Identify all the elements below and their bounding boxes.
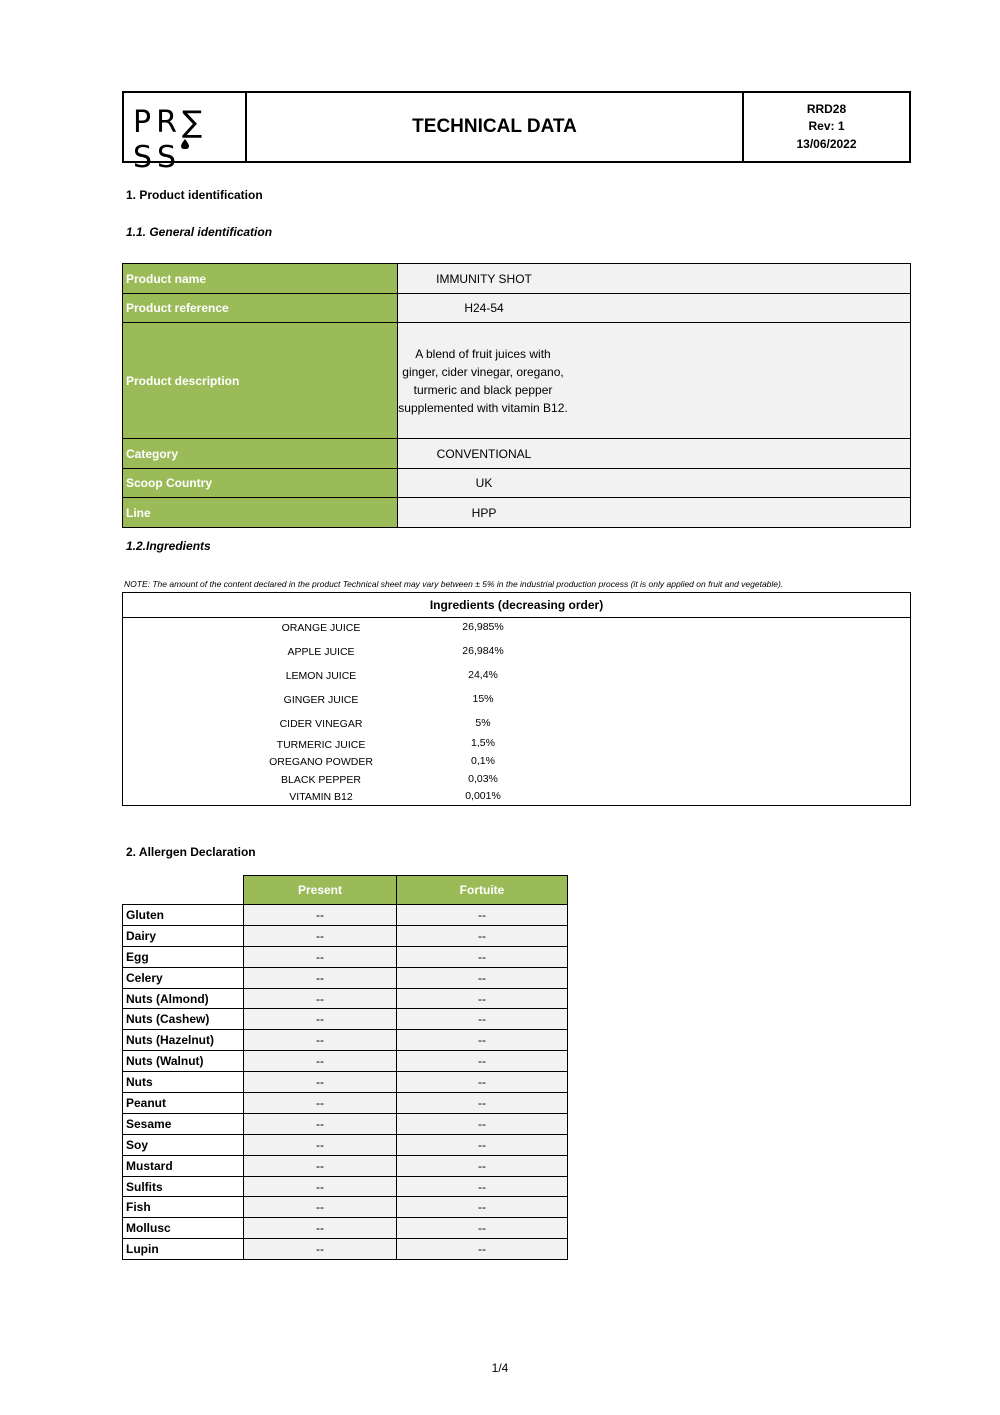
allergen-name: Mustard — [123, 1155, 244, 1176]
allergen-row — [123, 1030, 568, 1051]
ingredient-value: 24,4% — [468, 669, 498, 681]
allergen-fortuite: -- — [397, 967, 568, 988]
allergen-present: -- — [244, 1134, 397, 1155]
allergen-row — [123, 1051, 568, 1072]
allergen-present: -- — [244, 1113, 397, 1134]
allergen-present: -- — [244, 1030, 397, 1051]
allergen-name: Nuts (Cashew) — [123, 1009, 244, 1030]
allergen-row — [123, 967, 568, 988]
allergen-name: Lupin — [123, 1239, 244, 1260]
allergen-present: -- — [244, 946, 397, 967]
id-label: Product reference — [123, 294, 398, 323]
ingredient-value: 1,5% — [471, 737, 495, 749]
allergen-row — [123, 1009, 568, 1030]
ingredient-value: 15% — [472, 693, 494, 705]
ingredient-name: APPLE JUICE — [287, 646, 355, 658]
allergen-fortuite: -- — [397, 1134, 568, 1155]
allergen-name: Sulfits — [123, 1176, 244, 1197]
allergen-row — [123, 1134, 568, 1155]
ingredient-name: GINGER JUICE — [283, 694, 359, 706]
allergen-present: -- — [244, 1155, 397, 1176]
ingredient-value: 5% — [475, 717, 491, 729]
ingredient-name: VITAMIN B12 — [289, 791, 353, 803]
allergen-present: -- — [244, 1072, 397, 1093]
allergen-name: Nuts (Walnut) — [123, 1051, 244, 1072]
id-row-product-reference — [123, 294, 911, 323]
allergen-row — [123, 925, 568, 946]
id-row-product-description — [123, 323, 911, 439]
allergen-name: Sesame — [123, 1113, 244, 1134]
allergen-fortuite: -- — [397, 905, 568, 926]
id-value: H24-54 — [464, 301, 504, 315]
allergen-name: Nuts (Almond) — [123, 988, 244, 1009]
subsection-general-identification: 1.1. General identification — [126, 225, 273, 239]
identification-table — [122, 263, 911, 528]
ingredient-name: CIDER VINEGAR — [279, 718, 363, 730]
allergen-row — [123, 988, 568, 1009]
ingredient-value: 0,001% — [465, 790, 501, 802]
allergen-fortuite: -- — [397, 1176, 568, 1197]
allergen-present: -- — [244, 1176, 397, 1197]
document-date: 13/06/2022 — [796, 136, 857, 151]
allergen-present: -- — [244, 1239, 397, 1260]
allergen-fortuite: -- — [397, 925, 568, 946]
ingredients-table — [122, 592, 911, 806]
ingredient-value: 0,03% — [468, 773, 498, 785]
allergen-row — [123, 1072, 568, 1093]
document-code: RRD28 — [806, 101, 847, 116]
id-value: IMMUNITY SHOT — [436, 271, 532, 286]
allergen-present: -- — [244, 967, 397, 988]
ingredient-name: ORANGE JUICE — [281, 622, 361, 634]
allergen-fortuite: -- — [397, 1197, 568, 1218]
ingredients-header: Ingredients (decreasing order) — [123, 593, 910, 618]
ingredient-name: TURMERIC JUICE — [276, 739, 366, 751]
allergen-fortuite: -- — [397, 1239, 568, 1260]
ingredient-value: 26,984% — [462, 645, 504, 657]
allergen-row — [123, 1113, 568, 1134]
allergen-fortuite: -- — [397, 1051, 568, 1072]
document-title: TECHNICAL DATA — [247, 93, 744, 161]
allergen-name: Dairy — [123, 925, 244, 946]
allergen-fortuite: -- — [397, 988, 568, 1009]
allergen-name: Mollusc — [123, 1218, 244, 1239]
allergen-name: Peanut — [123, 1093, 244, 1114]
allergen-present: -- — [244, 1197, 397, 1218]
ingredient-value: 26,985% — [462, 621, 504, 633]
allergen-present: -- — [244, 905, 397, 926]
ingredient-name: OREGANO POWDER — [269, 756, 373, 768]
allergen-present: -- — [244, 1051, 397, 1072]
id-label: Line — [123, 498, 398, 528]
id-value: CONVENTIONAL — [436, 446, 532, 461]
ingredients-note: NOTE: The amount of the content declared in the product Technical sheet may vary between ± 5% in the industrial production process (it is only applied on fruit and vegetable). — [124, 579, 784, 589]
allergen-name: Nuts — [123, 1072, 244, 1093]
id-row-product-name — [123, 264, 911, 294]
ingredient-value: 0,1% — [471, 755, 495, 767]
allergen-row — [123, 1197, 568, 1218]
id-value-description: A blend of fruit juices with ginger, cider vinegar, oregano, turmeric and black pepper supplemented with vitamin B12. — [398, 346, 568, 415]
id-label: Product name — [123, 264, 398, 294]
section-product-identification: 1. Product identification — [126, 188, 263, 202]
ingredient-name: BLACK PEPPER — [281, 774, 361, 786]
subsection-ingredients: 1.2.Ingredients — [126, 539, 211, 553]
allergen-row — [123, 1239, 568, 1260]
document-revision: Rev: 1 — [808, 119, 845, 134]
allergen-fortuite: -- — [397, 1218, 568, 1239]
allergen-fortuite: -- — [397, 1113, 568, 1134]
press-logo — [124, 93, 247, 175]
id-label: Product description — [123, 323, 398, 439]
allergen-row — [123, 946, 568, 967]
allergen-present: -- — [244, 1218, 397, 1239]
allergen-fortuite: -- — [397, 1030, 568, 1051]
allergen-name: Nuts (Hazelnut) — [123, 1030, 244, 1051]
allergen-present: -- — [244, 1093, 397, 1114]
allergen-name: Fish — [123, 1197, 244, 1218]
page-number: 1/4 — [491, 1361, 509, 1375]
allergen-fortuite: -- — [397, 1009, 568, 1030]
id-row-line — [123, 498, 911, 528]
logo-wordmark: PR∑SS — [133, 105, 208, 175]
drop-icon — [181, 139, 189, 149]
allergen-present: -- — [244, 988, 397, 1009]
allergen-present: -- — [244, 1009, 397, 1030]
allergen-row — [123, 1218, 568, 1239]
id-row-category — [123, 439, 911, 469]
id-row-scoop-country — [123, 469, 911, 498]
allergen-fortuite: -- — [397, 1093, 568, 1114]
allergen-row — [123, 1155, 568, 1176]
allergen-name: Gluten — [123, 905, 244, 926]
id-value: UK — [475, 476, 493, 490]
allergen-fortuite: -- — [397, 1072, 568, 1093]
document-meta — [744, 93, 909, 161]
allergen-present: -- — [244, 925, 397, 946]
id-label: Scoop Country — [123, 469, 398, 498]
id-value: HPP — [471, 505, 497, 520]
document-header — [122, 91, 911, 175]
allergen-fortuite: -- — [397, 1155, 568, 1176]
allergen-name: Celery — [123, 967, 244, 988]
col-fortuite-header: Fortuite — [397, 876, 568, 905]
allergen-name: Egg — [123, 946, 244, 967]
allergen-row — [123, 1093, 568, 1114]
allergen-row — [123, 905, 568, 926]
allergen-header-row — [123, 876, 568, 905]
allergen-row — [123, 1176, 568, 1197]
section-allergen-declaration: 2. Allergen Declaration — [126, 845, 256, 859]
allergen-table — [122, 875, 568, 1260]
allergen-name: Soy — [123, 1134, 244, 1155]
id-label: Category — [123, 439, 398, 469]
allergen-fortuite: -- — [397, 946, 568, 967]
ingredient-name: LEMON JUICE — [285, 670, 357, 682]
col-present-header: Present — [244, 876, 397, 905]
